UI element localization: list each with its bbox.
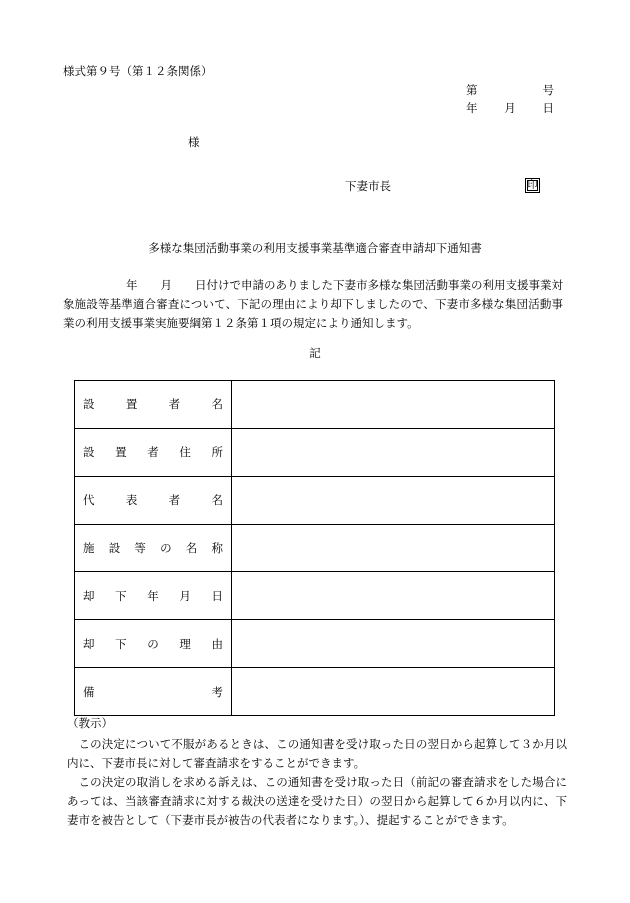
label-char: 年 <box>147 588 159 603</box>
body-text-content: 年 月 日付けで申請のありました下妻市多様な集団活動事業の利用支援事業対象施設等基準適合審査について、下記の理由により却下しましたので、下妻市多様な集団活動事業の利用支援事業実施要綱第１２条第１項の規定により通知します。 <box>63 278 563 330</box>
number-suffix: 号 <box>542 83 554 97</box>
row-label <box>75 381 232 429</box>
date-month: 月 <box>504 101 516 115</box>
label-char: 名 <box>211 397 223 412</box>
label-char: 考 <box>211 684 223 699</box>
date-year: 年 <box>466 101 478 115</box>
row-value[interactable] <box>232 620 555 668</box>
row-value[interactable] <box>232 381 555 429</box>
ki-heading: 記 <box>309 346 321 360</box>
row-label-text <box>83 588 223 604</box>
document-date-line <box>466 103 554 115</box>
label-char: 置 <box>115 445 127 460</box>
seal-text: 印 <box>527 180 538 191</box>
label-char: 却 <box>83 588 95 603</box>
label-char: 備 <box>83 684 95 699</box>
instruction-heading: （教示） <box>67 716 113 730</box>
label-char: 者 <box>147 445 159 460</box>
label-char: 由 <box>211 636 223 651</box>
table-row <box>75 524 555 572</box>
label-char: 日 <box>211 588 223 603</box>
label-char: 下 <box>115 588 127 603</box>
row-label <box>75 476 232 524</box>
label-char: 名 <box>211 493 223 508</box>
seal-stamp <box>525 178 540 193</box>
document-title: 多様な集団活動事業の利用支援事業基準適合審査申請却下通知書 <box>148 241 482 255</box>
instruction-paragraph: この決定の取消しを求める訴えは、この通知書を受け取った日（前記の審査請求をした場合にあっては、当該審査請求に対する裁決の送達を受けた日）の翌日から起算して６か月以内に、下妻市を被告として（下妻市長が被告の代表者になります。）、提起することができます。 <box>67 775 567 827</box>
document-number-line <box>466 85 554 97</box>
instruction-paragraph: この決定について不服があるときは、この通知書を受け取った日の翌日から起算して３か月以内に、下妻市長に対して審査請求をすることができます。 <box>67 737 567 770</box>
row-label-text <box>83 636 223 652</box>
row-label-text <box>83 444 223 460</box>
date-day: 日 <box>542 101 554 115</box>
form-number: 様式第９号（第１２条関係） <box>63 64 213 78</box>
issuer-name: 下妻市長 <box>345 179 391 193</box>
table-row <box>75 620 555 668</box>
label-char: 名 <box>185 540 198 555</box>
label-char: 等 <box>134 540 146 555</box>
row-value[interactable] <box>232 476 555 524</box>
label-char: 者 <box>168 397 181 412</box>
label-char: 所 <box>211 445 223 460</box>
details-table <box>74 380 555 716</box>
label-char: 表 <box>125 493 138 508</box>
row-label-text <box>83 684 223 700</box>
label-char: 設 <box>108 540 121 555</box>
table-row <box>75 428 555 476</box>
label-char: 理 <box>179 636 191 651</box>
table-row <box>75 381 555 429</box>
row-label <box>75 572 232 620</box>
row-label-text <box>83 492 223 508</box>
label-char: 下 <box>115 636 127 651</box>
label-char: 設 <box>83 397 95 412</box>
row-label <box>75 620 232 668</box>
label-char: 者 <box>168 493 181 508</box>
row-label <box>75 428 232 476</box>
row-label <box>75 668 232 716</box>
label-char: 置 <box>125 397 138 412</box>
addressee-suffix: 様 <box>188 135 200 149</box>
label-char: 月 <box>179 588 191 603</box>
label-char: 却 <box>83 636 95 651</box>
body-text <box>63 276 563 333</box>
label-char: 設 <box>83 445 95 460</box>
row-value[interactable] <box>232 524 555 572</box>
row-label-text <box>83 396 223 412</box>
row-label-text <box>83 540 223 556</box>
table-row <box>75 476 555 524</box>
row-label <box>75 524 232 572</box>
label-char: 施 <box>83 540 95 555</box>
label-char: 代 <box>83 493 95 508</box>
row-value[interactable] <box>232 668 555 716</box>
number-prefix: 第 <box>466 83 478 97</box>
table-row <box>75 572 555 620</box>
table-row <box>75 668 555 716</box>
row-value[interactable] <box>232 428 555 476</box>
label-char: 称 <box>211 540 223 555</box>
label-char: 住 <box>179 445 191 460</box>
label-char: の <box>160 540 172 555</box>
label-char: の <box>147 636 159 651</box>
row-value[interactable] <box>232 572 555 620</box>
